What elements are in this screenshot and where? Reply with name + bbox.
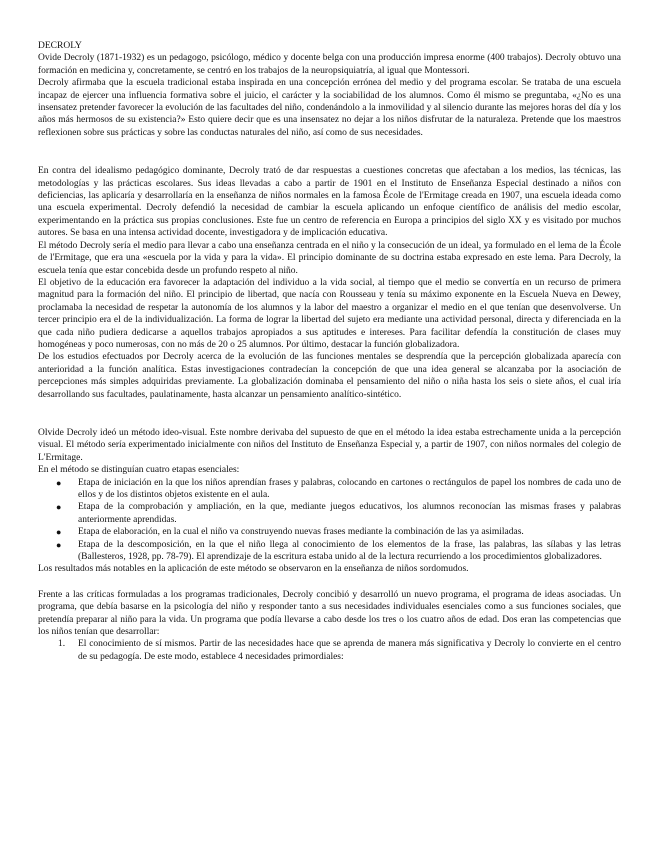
paragraph: Decroly afirmaba que la escuela tradicional estaba inspirada en una concepción errónea del medio y del programa escolar. Se trataba de una escuela incapaz de ejercer una influencia formativa sobre el juicio, el carácter y la sociabilidad de los alumnos. Como él mismo se preguntaba, «¿No es una insensatez pretender favorecer la evolución de las facultades del niño, condenándolo a la inmovilidad y al silencio durante las mejores horas del día y los años más hermosos de su existencia?» Esto quiere decir que es una insensatez no dejar a los niños disfrutar de la naturaleza. Pretende que los maestros reflexionen sobre sus prácticas y sobre las conductas naturales del niño, así como de sus necesidades. <box>38 78 621 138</box>
paragraph-gap <box>38 401 621 414</box>
list-item-text: Etapa de la descomposición, en la que el niño llega al conocimiento de los elementos de la frase, las palabras, las sílabas y las letras (Ballesteros, 1928, pp. 78-79). El aprendizaje de la escritura estaba unido al de la lectura recurriendo a los procedimientos globalizadores. <box>78 539 621 563</box>
list-item-text: Etapa de iniciación en la que los niños aprendían frases y palabras, colocando en cartones o rectángulos de papel los nombres de cada uno de ellos y de los distintos objetos existente en el aula. <box>78 477 621 500</box>
paragraph-gap <box>38 414 621 427</box>
list-item <box>56 477 621 502</box>
list-number: 1. <box>58 639 66 650</box>
paragraph: Olvide Decroly ideó un método ideo-visual. Este nombre derivaba del supuesto de que en el método la idea estaba estrechamente unida a la percepción visual. El método sería experimentado inicialmente con niños del Instituto de Enseñanza Especial y, a partir de 1907, con niños normales del colegio de L'Ermitage. <box>38 427 621 463</box>
bullet-icon: ● <box>56 539 62 550</box>
list-item <box>56 526 621 538</box>
paragraph-gap <box>38 152 621 165</box>
document-title: DECROLY <box>38 41 82 51</box>
needs-list <box>38 638 621 663</box>
list-item-text: El conocimiento de sí mismos. Partir de las necesidades hace que se aprenda de manera más significativa y Decroly lo convierte en el centro de su pedagogía. De este modo, establece 4 necesidades primordiales: <box>78 639 621 662</box>
list-item-text: Etapa de elaboración, en la cual el niño va construyendo nuevas frases mediante la combinación de las ya asimiladas. <box>78 527 524 538</box>
paragraph-gap <box>38 139 621 152</box>
stages-list <box>38 477 621 564</box>
paragraph: Frente a las críticas formuladas a los programas tradicionales, Decroly concibió y desarrolló un nuevo programa, el programa de ideas asociadas. Un programa, que debía basarse en la psicología del niño y responder tanto a sus necesidades individuales esenciales como a sus funciones sociales, que pretendía preparar al niño para la vida. Un programa que podía llevarse a cabo desde los tres o los cuatro años de edad. Dos eran las competencias que los niños tenían que desarrollar: <box>38 589 621 638</box>
paragraph-gap <box>38 576 621 589</box>
paragraph: En contra del idealismo pedagógico dominante, Decroly trató de dar respuestas a cuestiones concretas que afectaban a los medios, las técnicas, las metodologías y las prácticas escolares. Sus ideas llevadas a cabo a partir de 1901 en el Instituto de Enseñanza Especial destinado a niños con deficiencias, las aplicaría y desarrollaría en la enseñanza de niños normales en la famosa École de l'Ermitage creada en 1907, una escuela ideada como una escuela experimental. Decroly defendió la necesidad de cambiar la escuela aplicando un enfoque científico de análisis del medio escolar, experimentando en la práctica sus propias conclusiones. Este fue un centro de referencia en Europa a principios del siglo XX y es visitado por muchos autores. Se basa en una intensa actividad docente, investigadora y de implicación educativa. <box>38 166 621 239</box>
bullet-icon: ● <box>56 477 62 488</box>
list-item-text: Etapa de la comprobación y ampliación, en la que, mediante juegos educativos, los alumnos reconocían las mismas frases y palabras anteriormente aprendidas. <box>78 502 621 525</box>
list-item <box>58 638 621 663</box>
bullet-icon: ● <box>56 502 62 513</box>
paragraph: En el método se distinguían cuatro etapas esenciales: <box>38 465 240 476</box>
list-item <box>56 539 621 564</box>
list-item <box>56 501 621 526</box>
bullet-icon: ● <box>56 527 62 538</box>
paragraph: De los estudios efectuados por Decroly acerca de la evolución de las funciones mentales se desprendía que la percepción globalizada aparecía con anterioridad a la función analítica. Estas investigaciones contradecían la concepción de que una idea general se alcanzaba por la asociación de percepciones más simples adquiridas previamente. La globalización dominaba el pensamiento del niño o niña hasta los seis o siete años, el cual iría desarrollando sus facultades, paulatinamente, hasta alcanzar un pensamiento analítico-sintético. <box>38 352 621 400</box>
paragraph: Los resultados más notables en la aplicación de este método se observaron en la enseñanza de niños sordomudos. <box>38 564 469 575</box>
paragraph: Ovide Decroly (1871-1932) es un pedagogo, psicólogo, médico y docente belga con una producción impresa enorme (400 trabajos). Decroly obtuvo una formación en medicina y, concretamente, se centró en los trabajos de la neuropsiquiatría, al igual que Montessori. <box>38 53 621 76</box>
paragraph: El método Decroly sería el medio para llevar a cabo una enseñanza centrada en el niño y la consecución de un ideal, ya formulado en el lema de la École de l'Ermitage, que era una «escuela por la vida y para la vida». El principio dominante de su doctrina estaba expresado en este lema. Para Decroly, la escuela tenía que estar concebida desde un profundo respeto al niño. <box>38 240 621 276</box>
paragraph: El objetivo de la educación era favorecer la adaptación del individuo a la vida social, al tiempo que el medio se convertía en un recurso de primera magnitud para la formación del niño. El principio de libertad, que nacía con Rousseau y tenía su máximo exponente en la Escuela Nueva en Dewey, proclamaba la necesidad de respetar la autonomía de los alumnos y la labor del maestro a organizar el medio en el que tenían que desenvolverse. Un tercer principio era el de la individualización. La forma de lograr la libertad del sujeto era mediante una actividad personal, directa y diferenciada en la que cada niño pudiera dedicarse a aquellos trabajos apropiados a sus aptitudes e intereses. Para facilitar defendía la constitución de clases muy homogéneas y poco numerosas, con no más de 20 o 25 alumnos. Por último, destacar la función globalizadora. <box>38 277 621 350</box>
